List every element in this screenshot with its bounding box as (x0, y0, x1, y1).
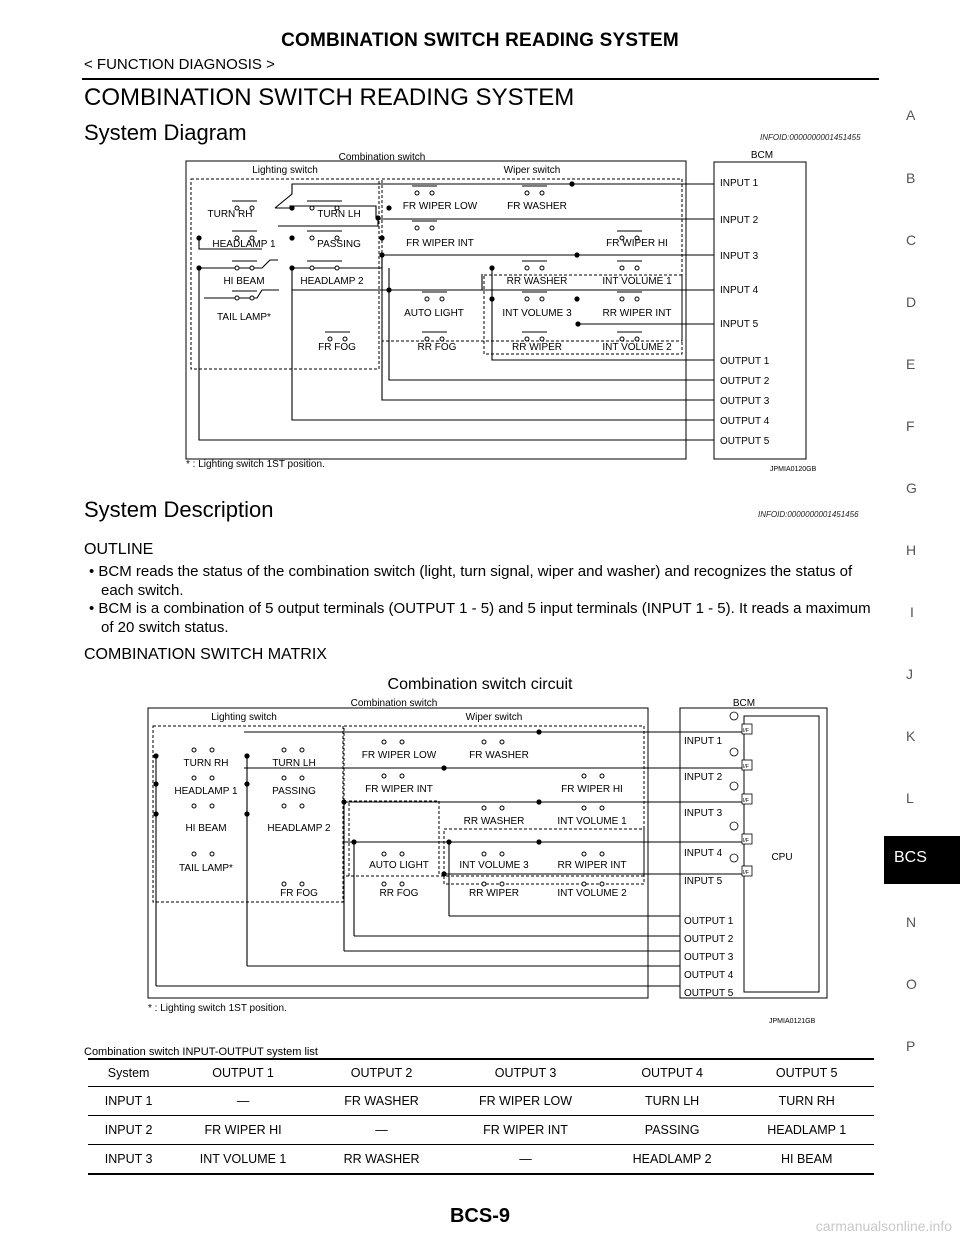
bcm-output-label: OUTPUT 4 (720, 416, 770, 427)
bcm-label: BCM (750, 150, 774, 161)
switch-label: RR WASHER (506, 276, 568, 287)
switch-label: TURN RH (183, 758, 229, 769)
bcm-output-label: OUTPUT 1 (684, 916, 734, 927)
switch-label: FR WIPER INT (406, 238, 474, 249)
switch-label: FR WIPER INT (365, 784, 433, 795)
table-header: OUTPUT 5 (739, 1059, 874, 1087)
if-label: I/F (743, 728, 749, 734)
sidebar-letter[interactable]: E (906, 356, 916, 372)
bcm-input-label: INPUT 4 (720, 285, 759, 296)
cpu-label: CPU (771, 852, 793, 863)
if-label: I/F (743, 870, 749, 876)
table-header: OUTPUT 1 (169, 1059, 317, 1087)
switch-label: HI BEAM (223, 276, 265, 287)
table-cell: INPUT 1 (88, 1087, 169, 1116)
bcm-label: BCM (732, 698, 756, 709)
bcm-input-label: INPUT 2 (684, 772, 723, 783)
switch-label: AUTO LIGHT (369, 860, 429, 871)
switch-label: TAIL LAMP* (217, 312, 271, 323)
switch-label: FR FOG (280, 888, 318, 899)
if-label: I/F (743, 838, 749, 844)
switch-label: TURN RH (207, 209, 253, 220)
switch-label: HEADLAMP 2 (300, 276, 364, 287)
bullet-item: • BCM is a combination of 5 output terminals (OUTPUT 1 - 5) and 5 input terminals (INPUT 1 - 5). It reads a maximum of 20 switch status. (89, 600, 871, 636)
diagram-footnote: * : Lighting switch 1ST position. (186, 459, 325, 470)
table-cell: INT VOLUME 1 (169, 1145, 317, 1175)
switch-label: FR WASHER (507, 201, 567, 212)
switch-label: RR FOG (417, 342, 457, 353)
bcm-input-label: INPUT 1 (684, 736, 723, 747)
table-caption: Combination switch INPUT-OUTPUT system list (84, 1046, 318, 1058)
running-header-subtitle: < FUNCTION DIAGNOSIS > (84, 56, 275, 73)
bcm-input-label: INPUT 3 (684, 808, 723, 819)
wiper-switch-label: Wiper switch (465, 712, 523, 723)
table-cell: FR WIPER HI (169, 1116, 317, 1145)
switch-label: TURN LH (317, 209, 361, 220)
switch-label: FR WIPER HI (561, 784, 623, 795)
figure-code: JPMIA0120GB (770, 466, 817, 473)
table-header: OUTPUT 4 (605, 1059, 740, 1087)
switch-label: FR WIPER HI (606, 238, 668, 249)
info-id: INFOID:0000000001451455 (760, 133, 861, 142)
switch-label: RR WIPER (469, 888, 519, 899)
table-header-row (88, 1059, 874, 1087)
table-cell: HEADLAMP 2 (605, 1145, 740, 1175)
bcm-input-label: INPUT 3 (720, 251, 759, 262)
bcm-input-label: INPUT 4 (684, 848, 723, 859)
combination-switch-label: Combination switch (338, 152, 426, 163)
combination-switch-label: Combination switch (350, 698, 438, 709)
table-header: OUTPUT 2 (317, 1059, 446, 1087)
bcm-input-label: INPUT 1 (720, 178, 759, 189)
watermark: carmanualsonline.info (815, 1218, 952, 1234)
running-header-title: COMBINATION SWITCH READING SYSTEM (281, 30, 679, 51)
table-cell: TURN RH (739, 1087, 874, 1116)
switch-label: AUTO LIGHT (404, 308, 464, 319)
sidebar-letter[interactable]: N (906, 914, 917, 930)
bcm-output-label: OUTPUT 3 (720, 396, 770, 407)
bcm-output-label: OUTPUT 3 (684, 952, 734, 963)
sidebar-letter[interactable]: G (906, 480, 917, 496)
switch-label: TAIL LAMP* (179, 863, 233, 874)
table-cell: PASSING (605, 1116, 740, 1145)
table-cell: RR WASHER (317, 1145, 446, 1175)
sidebar-letter[interactable]: P (906, 1038, 916, 1054)
table-cell: — (446, 1145, 605, 1175)
table-cell: FR WASHER (317, 1087, 446, 1116)
bcm-input-label: INPUT 5 (684, 876, 723, 887)
switch-label: INT VOLUME 2 (602, 342, 672, 353)
input-output-table (88, 1058, 874, 1175)
switch-label: RR WIPER (512, 342, 562, 353)
sidebar-letter[interactable]: O (906, 976, 917, 992)
bcm-output-label: OUTPUT 4 (684, 970, 734, 981)
bcm-input-label: INPUT 5 (720, 319, 759, 330)
table-cell: HI BEAM (739, 1145, 874, 1175)
switch-label: PASSING (317, 239, 361, 250)
sidebar-letter[interactable]: A (906, 107, 916, 123)
matrix-heading: COMBINATION SWITCH MATRIX (84, 646, 327, 663)
section-heading-system-diagram: System Diagram (84, 120, 247, 145)
table-cell: FR WIPER LOW (446, 1087, 605, 1116)
bcm-output-label: OUTPUT 2 (720, 376, 770, 387)
bcm-output-label: OUTPUT 5 (720, 436, 770, 447)
bcm-output-label: OUTPUT 1 (720, 356, 770, 367)
bcm-output-label: OUTPUT 5 (684, 988, 734, 999)
outline-heading: OUTLINE (84, 541, 154, 558)
switch-label: INT VOLUME 2 (557, 888, 627, 899)
table-cell: INPUT 2 (88, 1116, 169, 1145)
switch-label: FR FOG (318, 342, 356, 353)
table-cell: HEADLAMP 1 (739, 1116, 874, 1145)
table-row (88, 1087, 874, 1116)
section-heading-system-description: System Description (84, 497, 274, 522)
outline-bullets (84, 563, 879, 637)
bcm-input-label: INPUT 2 (720, 215, 759, 226)
if-label: I/F (743, 798, 749, 804)
system-diagram (182, 150, 822, 475)
info-id: INFOID:0000000001451456 (758, 510, 859, 519)
sidebar-letter[interactable]: C (906, 232, 917, 248)
page-number: BCS-9 (449, 1205, 510, 1227)
switch-label: FR WIPER LOW (402, 201, 478, 212)
circuit-title: Combination switch circuit (387, 676, 573, 693)
table-row (88, 1145, 874, 1175)
table-cell: INPUT 3 (88, 1145, 169, 1175)
switch-label: PASSING (272, 786, 316, 797)
sidebar-letter[interactable]: H (906, 542, 917, 558)
switch-label: RR WIPER INT (557, 860, 627, 871)
table-row (88, 1116, 874, 1145)
switch-label: INT VOLUME 3 (459, 860, 529, 871)
sidebar-index (884, 0, 960, 1242)
sidebar-tab-bcs[interactable]: BCS (884, 836, 960, 884)
table-header: System (88, 1059, 169, 1087)
lighting-switch-label: Lighting switch (211, 712, 277, 723)
switch-label: HEADLAMP 2 (267, 823, 331, 834)
bcm-output-label: OUTPUT 2 (684, 934, 734, 945)
table-cell: — (169, 1087, 317, 1116)
figure-code: JPMIA0121GB (769, 1018, 816, 1025)
if-label: I/F (743, 764, 749, 770)
table-cell: TURN LH (605, 1087, 740, 1116)
switch-label: FR WASHER (469, 750, 529, 761)
switch-label: HI BEAM (185, 823, 227, 834)
page-title: COMBINATION SWITCH READING SYSTEM (84, 84, 575, 111)
header-rule (82, 78, 879, 80)
switch-label: RR FOG (379, 888, 419, 899)
table-cell: — (317, 1116, 446, 1145)
sidebar-letter[interactable]: D (906, 294, 917, 310)
switch-label: RR WIPER INT (602, 308, 672, 319)
sidebar-letter[interactable]: K (906, 728, 916, 744)
switch-label: HEADLAMP 1 (212, 239, 276, 250)
switch-label: INT VOLUME 3 (502, 308, 572, 319)
switch-label: HEADLAMP 1 (174, 786, 238, 797)
sidebar-letter[interactable]: F (906, 418, 915, 434)
wiper-switch-label: Wiper switch (503, 165, 561, 176)
sidebar-letter[interactable]: B (906, 170, 916, 186)
sidebar-letter[interactable]: L (906, 790, 914, 806)
switch-label: FR WIPER LOW (361, 750, 437, 761)
switch-label: RR WASHER (463, 816, 525, 827)
table-header: OUTPUT 3 (446, 1059, 605, 1087)
sidebar-letter[interactable]: I (910, 604, 914, 620)
lighting-switch-label: Lighting switch (252, 165, 318, 176)
switch-label: INT VOLUME 1 (602, 276, 672, 287)
table-cell: FR WIPER INT (446, 1116, 605, 1145)
sidebar-letter[interactable]: J (906, 666, 913, 682)
diagram-footnote: * : Lighting switch 1ST position. (148, 1003, 287, 1014)
combination-switch-circuit (144, 696, 834, 1026)
switch-label: TURN LH (272, 758, 316, 769)
bullet-item: • BCM reads the status of the combination switch (light, turn signal, wiper and washer) and recognizes the status of each switch. (89, 563, 853, 599)
switch-label: INT VOLUME 1 (557, 816, 627, 827)
